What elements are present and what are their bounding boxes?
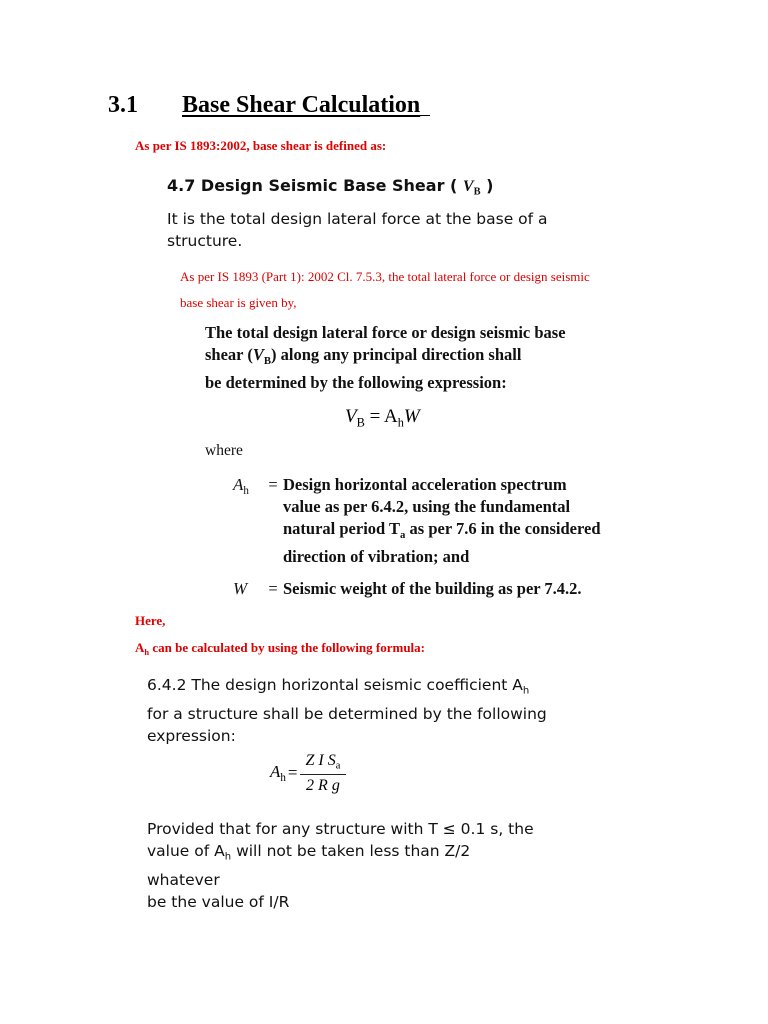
clause-6-4-2-line-2: for a structure shall be determined by the following xyxy=(147,704,547,723)
proviso-line-2: value of $A_h$ will not be taken less than Z/2 whatever xyxy=(147,842,471,889)
w-definition-text: Seismic weight of the building as per 7.4.2. xyxy=(283,579,582,598)
note-clause-reference-line-1: As per IS 1893 (Part 1): 2002 Cl. 7.5.3, the total lateral force or design seismic xyxy=(180,269,590,284)
ah-formula-lhs: $A_h$ xyxy=(270,762,286,785)
clause-7-5-3-line-2: shear $(V_B)$ along any principal direction shall xyxy=(205,345,522,367)
base-shear-equation: $V_B = A_hW$ xyxy=(345,406,420,430)
clause-4-7-title-text: 4.7 Design Seismic Base Shear ( xyxy=(167,176,458,195)
note-here: Here, xyxy=(135,613,166,628)
clause-6-4-2-line-3: expression: xyxy=(147,726,236,745)
vb-symbol: $V_B$ xyxy=(252,345,271,367)
note-definition: As per IS 1893:2002, base shear is defined as: xyxy=(135,138,387,153)
where-label: where xyxy=(205,442,243,459)
note-ah-formula: $A_h$ can be calculated by using the following formula: xyxy=(135,640,425,657)
clause-4-7-body xyxy=(167,208,587,252)
section-title: Base Shear Calculation xyxy=(182,92,430,118)
proviso-body xyxy=(147,818,547,913)
section-number: 3.1 xyxy=(108,92,138,118)
fraction-denominator: 2 R g xyxy=(306,776,340,794)
clause-4-7-title-close: ) xyxy=(486,176,494,195)
note-clause-reference xyxy=(180,264,700,316)
ah-formula: $A_h$ = $\frac{Z I S_a}{\text{2 R g}}$ xyxy=(270,752,346,795)
clause-7-5-3-line-1: The total design lateral force or design seismic base xyxy=(205,323,566,342)
note-clause-reference-line-2: base shear is given by, xyxy=(180,295,297,310)
fraction-numerator: Z I $S_a$ xyxy=(305,752,341,772)
proviso-line-3: be the value of I/R xyxy=(147,892,290,911)
w-symbol: W xyxy=(233,579,248,598)
clause-6-4-2-body xyxy=(147,674,547,747)
clause-4-7-title xyxy=(167,176,493,198)
proviso-line-1: Provided that for any structure with T ≤ 0.1 s, the xyxy=(147,820,534,838)
definition-ah: $A_h$ = Design horizontal acceleration spectrum value as per 6.4.2, using the fundamental natural period $T_a$ as per 7.6 in the considered direction of vibration; and xyxy=(233,474,643,568)
clause-4-7-line-2: structure. xyxy=(167,232,243,250)
section-heading xyxy=(108,92,430,119)
ah-definition-text: Design horizontal acceleration spectrum value as per 6.4.2, using the fundamental natural period $T_a$ as per 7.6 in the considered direction of vibration; and xyxy=(283,475,601,566)
ah-formula-fraction xyxy=(300,752,347,795)
vb-symbol: $V_B$ xyxy=(462,178,481,198)
clause-4-7-line-1: It is the total design lateral force at the base of a xyxy=(167,210,548,228)
ah-symbol: $A_h$ xyxy=(233,475,249,497)
clause-6-4-2-line-1: 6.4.2 The design horizontal seismic coefficient $A_h$ xyxy=(147,676,530,697)
clause-7-5-3-body xyxy=(205,322,605,394)
fraction-bar xyxy=(300,774,347,775)
definition-w: W = Seismic weight of the building as per 7.4.2. xyxy=(233,578,643,600)
clause-7-5-3-line-3: be determined by the following expression: xyxy=(205,372,507,392)
